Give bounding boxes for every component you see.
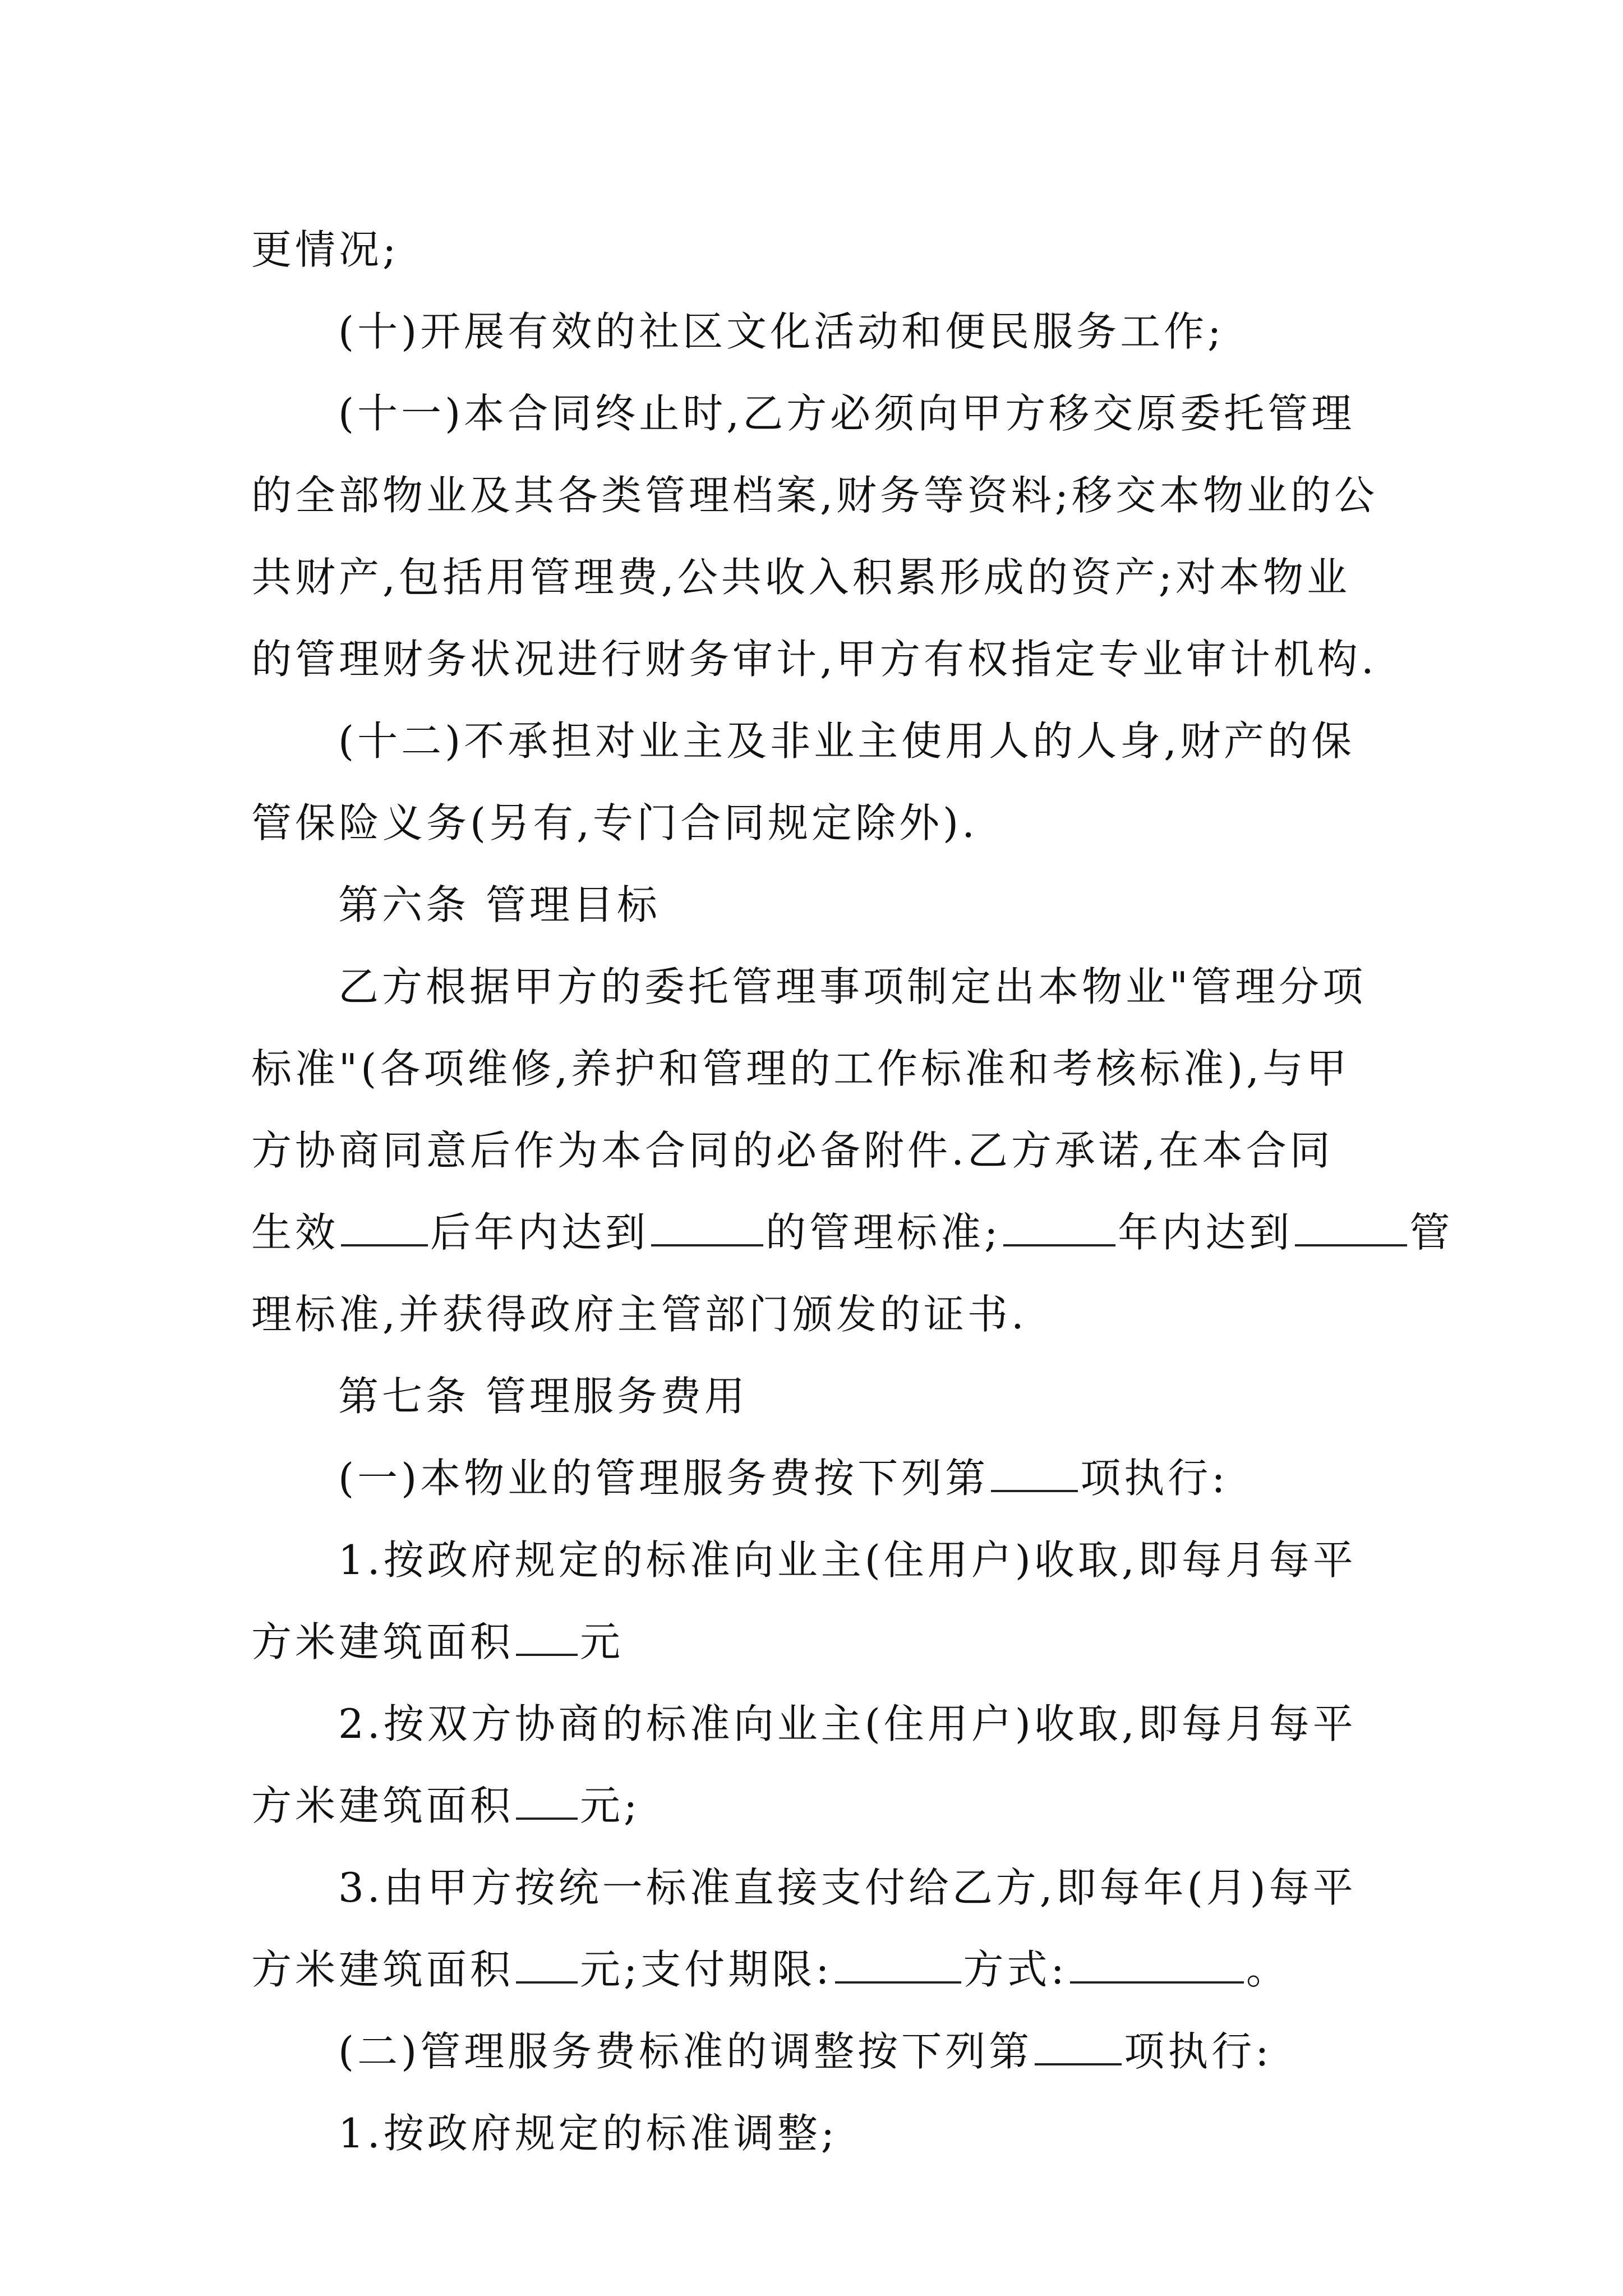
text-segment: 元;	[580, 1782, 641, 1829]
fill-in-blank	[516, 1949, 578, 1984]
text-segment: 管	[1409, 1209, 1454, 1256]
document-page	[251, 209, 1454, 2174]
text-segment: 方式:	[963, 1946, 1068, 1993]
fill-in-blank	[991, 1457, 1078, 1492]
text-segment: 项执行:	[1080, 1455, 1229, 1502]
paragraph-line-with-blanks	[251, 1437, 1384, 1519]
article-7-heading: 第七条 管理服务费用	[338, 1373, 748, 1420]
text-segment: 的管理标准;	[766, 1209, 1002, 1256]
text-segment: 元	[580, 1618, 624, 1665]
clause-12: (十二)不承担对业主及非业主使用人的人身,财产的保	[338, 717, 1355, 765]
text-segment: 项执行:	[1124, 2028, 1272, 2075]
text-segment: 后年内达到	[430, 1209, 649, 1256]
fill-in-blank	[651, 1212, 763, 1246]
fill-in-blank	[1295, 1212, 1407, 1246]
clause-10: (十)开展有效的社区文化活动和便民服务工作;	[338, 308, 1225, 355]
text-segment: 。	[1246, 1946, 1290, 1993]
paragraph-line: 的管理财务状况进行财务审计,甲方有权指定专业审计机构.	[251, 636, 1377, 683]
paragraph-line: 标准"(各项维修,养护和管理的工作标准和考核标准),与甲	[251, 1045, 1350, 1092]
paragraph-line: 管保险义务(另有,专门合同规定除外).	[251, 799, 978, 846]
text-segment: 方米建筑面积	[251, 1618, 514, 1665]
fill-in-blank	[516, 1621, 578, 1656]
fill-in-blank	[835, 1949, 961, 1984]
clause-11: (十一)本合同终止时,乙方必须向甲方移交原委托管理	[338, 390, 1355, 437]
paragraph-line-with-blanks	[251, 1765, 1384, 1847]
text-segment: 年内达到	[1118, 1209, 1293, 1256]
text-segment: 元;支付期限:	[580, 1946, 833, 1993]
paragraph-line: 乙方根据甲方的委托管理事项制定出本物业"管理分项	[338, 963, 1367, 1010]
text-segment: 生效	[251, 1209, 339, 1256]
list-item: 3.由甲方按统一标准直接支付给乙方,即每年(月)每平	[338, 1864, 1357, 1911]
fill-in-blank	[341, 1212, 428, 1246]
paragraph-line: 方协商同意后作为本合同的必备附件.乙方承诺,在本合同	[251, 1127, 1334, 1174]
paragraph-line-with-blanks	[251, 2010, 1384, 2092]
list-item: 2.按双方协商的标准向业主(住用户)收取,即每月每平	[338, 1700, 1357, 1747]
paragraph-line: 理标准,并获得政府主管部门颁发的证书.	[251, 1291, 1027, 1338]
paragraph-line: 更情况;	[251, 226, 400, 273]
paragraph-line: 共财产,包括用管理费,公共收入积累形成的资产;对本物业	[251, 554, 1351, 601]
paragraph-line: 的全部物业及其各类管理档案,财务等资料;移交本物业的公	[251, 472, 1378, 519]
list-item: 1.按政府规定的标准调整;	[338, 2110, 838, 2157]
fill-in-blank	[516, 1785, 578, 1820]
fill-in-blank	[1003, 1212, 1115, 1246]
text-segment: 方米建筑面积	[251, 1782, 514, 1829]
paragraph-line-with-blanks	[251, 1601, 1384, 1683]
paragraph-line-with-blanks	[251, 1929, 1384, 2010]
text-segment: (二)管理服务费标准的调整按下列第	[338, 2028, 1033, 2075]
text-segment: 方米建筑面积	[251, 1946, 514, 1993]
list-item: 1.按政府规定的标准向业主(住用户)收取,即每月每平	[338, 1536, 1357, 1584]
text-segment: (一)本物业的管理服务费按下列第	[338, 1455, 989, 1502]
paragraph-line-with-blanks	[251, 1191, 1454, 1273]
article-6-heading: 第六条 管理目标	[338, 881, 661, 928]
fill-in-blank	[1070, 1949, 1244, 1984]
fill-in-blank	[1035, 2031, 1122, 2065]
